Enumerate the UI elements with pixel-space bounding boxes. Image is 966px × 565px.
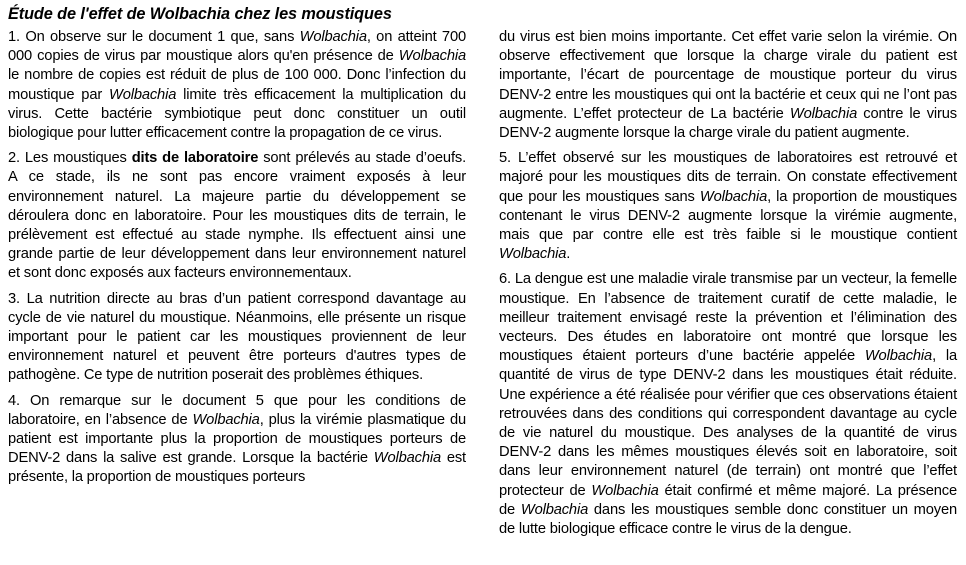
- emphasis-text: Wolbachia: [499, 246, 567, 263]
- paragraph-2: [8, 149, 466, 283]
- body-text: , la quantité de virus de type DENV-2 dans les moustiques était réduite. Une expérience a été réalisée pour vérifier que ces observations étaient retrouvées dans des conditions qui correspondent davantage au cycle de vie naturel du moustique. Des analyses de la quantité de virus DENV-2 dans les mêmes moustiques élevés soit en laboratoire, soit dans leur environnement naturel (de terrain) ont montré que l’effet protecteur de: [499, 348, 957, 499]
- paragraph-6: [499, 270, 957, 539]
- emphasis-text: Wolbachia: [520, 501, 589, 518]
- body-text: du virus est bien moins importante. Cet effet varie selon la virémie. On observe effectivement que lorsque la charge virale du patient est importante, l’écart de pourcentage de moustique porteur du virus DENV-2 entre les moustiques qui ont la bactérie et ceux qui ne l’ont pas augmente. L’effet protecteur de La bactérie: [499, 29, 957, 122]
- body-text: sont prélevés au stade d’oeufs. A ce stade, ils ne sont pas encore vraiment exposés à leur environnement naturel. La majeure partie du développement se déroulera donc en laboratoire. Pour les moustiques dits de terrain, le prélèvement est effectué au stade nymphe. Ils effectuent ainsi une grande partie de leur développement dans leur environnement naturel et sont donc exposés aux facteurs environnementaux.: [8, 150, 466, 282]
- paragraph-4-continued: [499, 28, 957, 143]
- strong-text: dits de laboratoire: [131, 150, 259, 167]
- body-text: 1. On observe sur le document 1 que, sans: [8, 29, 300, 45]
- paragraph-3: [8, 290, 466, 386]
- emphasis-text: Wolbachia: [373, 450, 442, 467]
- emphasis-text: Wolbachia: [398, 48, 466, 65]
- body-text: 5. L’effet observé sur les moustiques de laboratoires est retrouvé et majoré pour les moustiques dits de terrain. On constate effectivement que pour les moustiques sans: [499, 150, 957, 205]
- body-text: .: [566, 246, 571, 263]
- right-column: [499, 28, 957, 539]
- body-text: 3. La nutrition directe au bras d’un patient correspond davantage au cycle de vie naturel du moustique. Néanmoins, elle présente un risque important pour le patient car les moustiques proviennent de leur environnement naturel et peuvent être porteurs d'autres types de pathogène. Ce type de nutrition poserait des problèmes éthiques.: [8, 290, 466, 384]
- body-text: était confirmé et même majoré. La présence de: [499, 482, 957, 518]
- emphasis-text: Wolbachia: [789, 105, 858, 122]
- paragraph-5: [499, 149, 957, 264]
- two-column-body: [8, 28, 958, 539]
- body-text: , plus la virémie plasmatique du patient est importante plus la proportion de moustiques porteurs de DENV-2 dans la salive est grande. Lorsque la bactérie: [8, 411, 466, 467]
- emphasis-text: Wolbachia: [591, 482, 659, 499]
- body-text: contre le virus DENV-2 augmente lorsque la charge virale du patient augmente.: [499, 105, 957, 142]
- paragraph-4: [8, 392, 466, 488]
- body-text: 6. La dengue est une maladie virale transmise par un vecteur, la femelle moustique. En l’absence de traitement curatif de cette maladie, le meilleur traitement envisagé reste la prévention et l’élimination des vecteurs. Des études en laboratoire ont montré que lorsque les moustiques étaient porteurs d’une bactérie appelée: [499, 271, 957, 365]
- emphasis-text: Wolbachia: [864, 348, 933, 365]
- emphasis-text: Wolbachia: [699, 188, 768, 205]
- body-text: , on atteint 700 000 copies de virus par moustique alors qu'en présence de: [8, 29, 466, 65]
- body-text: limite très efficacement la multiplication du virus. Cette bactérie symbiotique peut donc constituer un outil biologique pour lutter efficacement contre la propagation de ce virus.: [8, 86, 466, 142]
- body-text: est présente, la proportion de moustiques porteurs: [8, 450, 466, 486]
- page-title: Étude de l'effet de Wolbachia chez les moustiques: [8, 5, 392, 23]
- emphasis-text: Wolbachia: [192, 411, 260, 428]
- body-text: , la proportion de moustiques contenant le virus DENV-2 augmente lorsque la virémie augmente, mais que par contre elle est très faible si le moustique contient: [499, 188, 957, 244]
- paragraph-1: [8, 28, 466, 143]
- emphasis-text: Wolbachia: [108, 86, 177, 103]
- left-column: [8, 28, 466, 488]
- emphasis-text: Wolbachia: [299, 29, 367, 45]
- body-text: 2. Les moustiques: [8, 150, 132, 167]
- body-text: dans les moustiques semble donc constituer un moyen de lutte biologique efficace contre le virus de la dengue.: [499, 501, 957, 538]
- body-text: 4. On remarque sur le document 5 que pour les conditions de laboratoire, en l’absence de: [8, 392, 466, 428]
- body-text: le nombre de copies est réduit de plus de 100 000. Donc l’infection du moustique par: [8, 67, 466, 103]
